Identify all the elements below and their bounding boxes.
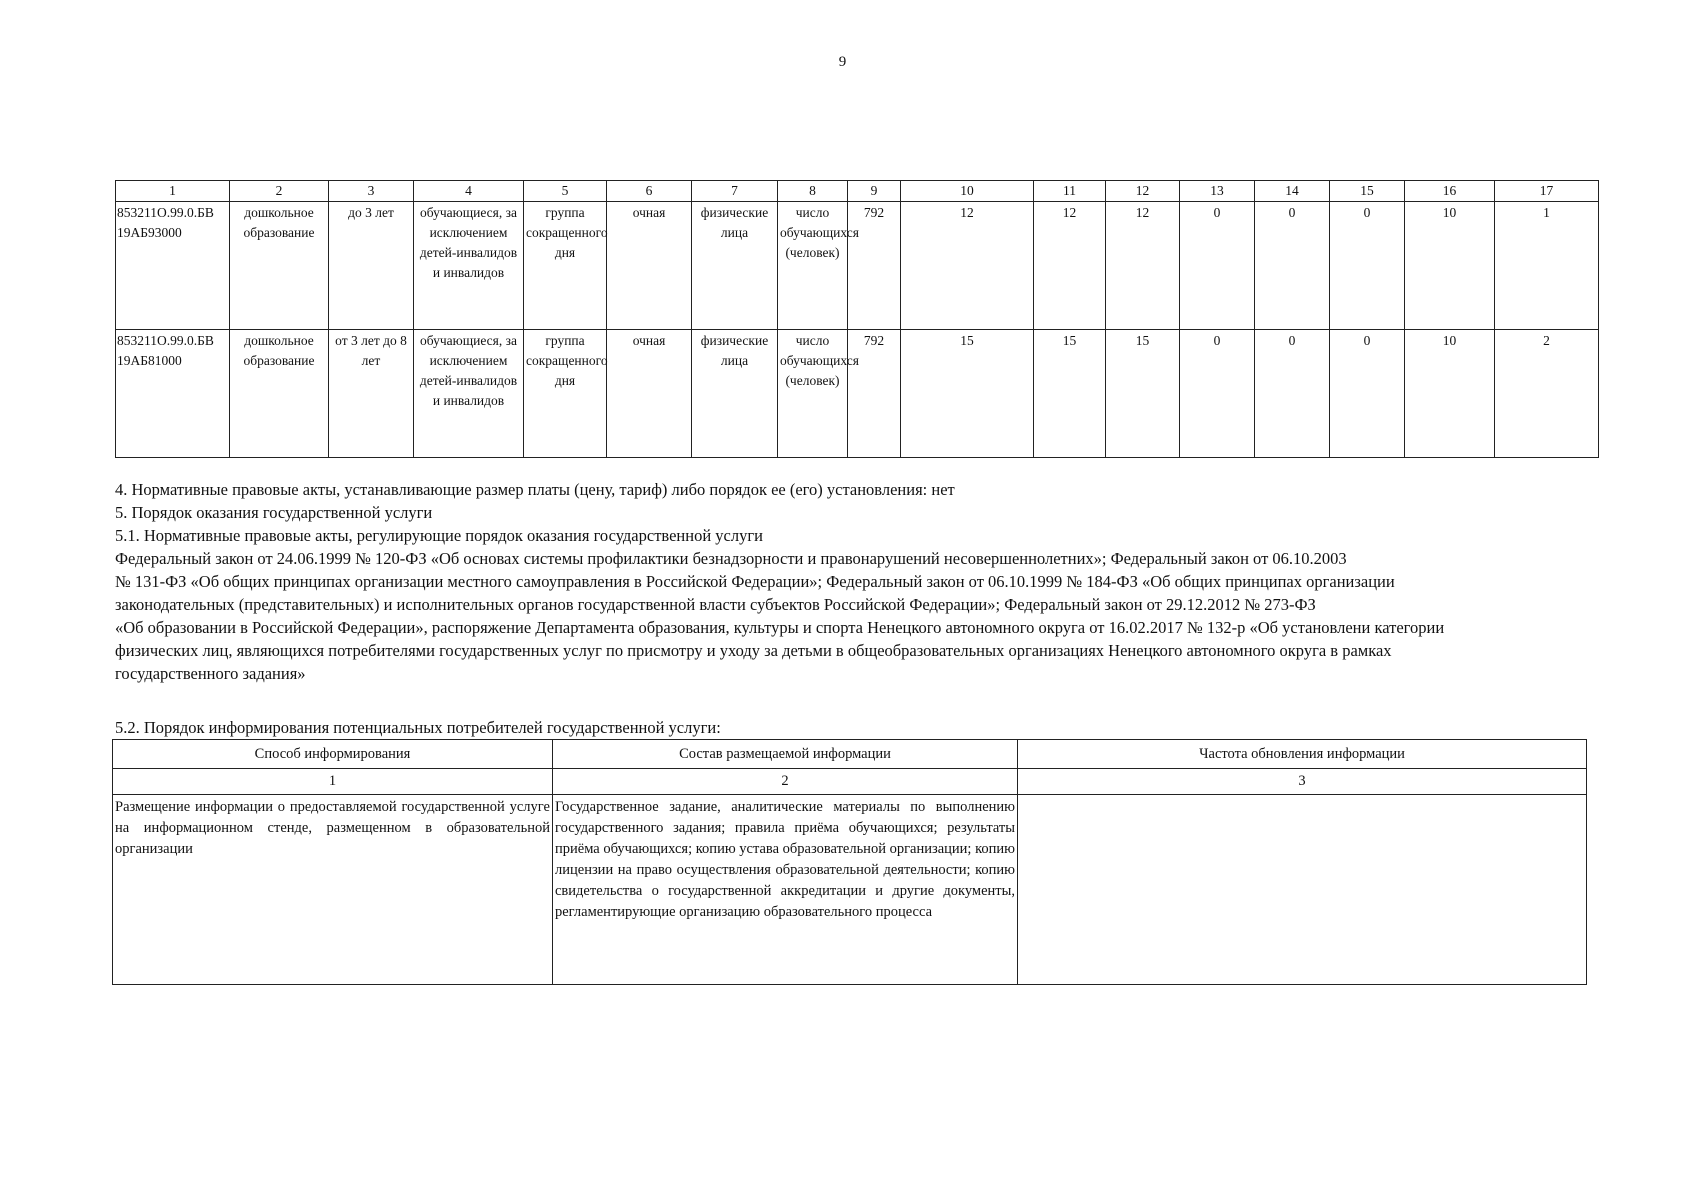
column-number: 2 xyxy=(553,769,1018,795)
header-cell: 17 xyxy=(1495,181,1599,202)
value-cell: 0 xyxy=(1330,202,1405,330)
header-cell: 6 xyxy=(607,181,692,202)
column-number: 3 xyxy=(1018,769,1587,795)
law-line: «Об образовании в Российской Федерации», распоряжение Департамента образования, культуры и спорта Ненецкого автономного округа от 16.02.2017 № 132-р «Об установлени категории xyxy=(115,618,1445,637)
paragraph-4: 4. Нормативные правовые акты, устанавливающие размер платы (цену, тариф) либо порядок ее (его) установления: нет xyxy=(115,480,955,499)
table-header-row xyxy=(113,740,1587,769)
value-cell: 15 xyxy=(1034,330,1106,458)
law-line: Федеральный закон от 24.06.1999 № 120-ФЗ «Об основах системы профилактики безнадзорности и правонарушений несовершеннолетних»; Федеральный закон от 06.10.2003 xyxy=(115,549,1347,568)
header-cell: 13 xyxy=(1180,181,1255,202)
law-line: № 131-ФЗ «Об общих принципах организации местного самоуправления в Российской Федерации»; Федеральный закон от 06.10.1999 № 184-ФЗ «Об общих принципах организации xyxy=(115,572,1395,591)
registry-code: 853211О.99.0.БВ 19АБ93000 xyxy=(116,202,230,330)
okei-code: 792 xyxy=(848,202,901,330)
header-method: Способ информирования xyxy=(113,740,553,769)
law-line: законодательных (представительных) и исполнительных органов государственной власти субъектов Российской Федерации»; Федеральный закон от 29.12.2012 № 273-ФЗ xyxy=(115,595,1316,614)
page-number: 9 xyxy=(838,54,847,70)
body-text xyxy=(115,478,1595,685)
table-row xyxy=(116,330,1599,458)
age-group: от 3 лет до 8 лет xyxy=(329,330,414,458)
header-cell: 7 xyxy=(692,181,778,202)
law-line: физических лиц, являющихся потребителями государственных услуг по присмотру и уходу за детьми в общеобразовательных организациях Ненецкого автономного округа в рамках xyxy=(115,641,1392,660)
value-cell: 10 xyxy=(1405,202,1495,330)
informing-table xyxy=(112,739,1587,985)
value-cell: 12 xyxy=(901,202,1034,330)
informing-method: Размещение информации о предоставляемой государственной услуге на информационном стенде, размещенном в образовательной организации xyxy=(113,795,553,985)
value-cell: 0 xyxy=(1180,330,1255,458)
header-cell: 1 xyxy=(116,181,230,202)
value-cell: 1 xyxy=(1495,202,1599,330)
age-group: до 3 лет xyxy=(329,202,414,330)
value-cell: 15 xyxy=(901,330,1034,458)
value-cell: 0 xyxy=(1330,330,1405,458)
header-cell: 11 xyxy=(1034,181,1106,202)
consumer-category: обучающиеся, за исключением детей-инвалидов и инвалидов xyxy=(414,330,524,458)
header-cell: 2 xyxy=(230,181,329,202)
value-cell: 0 xyxy=(1255,202,1330,330)
update-frequency xyxy=(1018,795,1587,985)
okei-code: 792 xyxy=(848,330,901,458)
value-cell: 15 xyxy=(1106,330,1180,458)
group-type: группа сокращенного дня xyxy=(524,330,607,458)
study-form: очная xyxy=(607,202,692,330)
consumers: физические лица xyxy=(692,330,778,458)
header-cell: 8 xyxy=(778,181,848,202)
paragraph-5-1: 5.1. Нормативные правовые акты, регулирующие порядок оказания государственной услуги xyxy=(115,526,763,545)
value-cell: 0 xyxy=(1180,202,1255,330)
column-number-row xyxy=(113,769,1587,795)
information-content: Государственное задание, аналитические материалы по выполнению государственного задания; правила приёма обучающихся; результаты приёма обучающихся; копию устава образовательной организации; копию лицензии на право осуществления образовательной деятельности; копию свидетельства о государственной аккредитации и другие документы, регламентирующие организацию образовательного процесса xyxy=(553,795,1018,985)
header-cell: 12 xyxy=(1106,181,1180,202)
header-cell: 10 xyxy=(901,181,1034,202)
header-frequency: Частота обновления информации xyxy=(1018,740,1587,769)
header-content: Состав размещаемой информации xyxy=(553,740,1018,769)
header-cell: 15 xyxy=(1330,181,1405,202)
header-cell: 16 xyxy=(1405,181,1495,202)
value-cell: 12 xyxy=(1034,202,1106,330)
indicator-name: число обучающихся (человек) xyxy=(778,330,848,458)
table-header-row xyxy=(116,181,1599,202)
consumer-category: обучающиеся, за исключением детей-инвалидов и инвалидов xyxy=(414,202,524,330)
header-cell: 14 xyxy=(1255,181,1330,202)
header-cell: 9 xyxy=(848,181,901,202)
table-row xyxy=(116,202,1599,330)
group-type: группа сокращенного дня xyxy=(524,202,607,330)
value-cell: 2 xyxy=(1495,330,1599,458)
education-level: дошкольное образование xyxy=(230,330,329,458)
indicators-table xyxy=(115,180,1599,458)
header-cell: 3 xyxy=(329,181,414,202)
study-form: очная xyxy=(607,330,692,458)
consumers: физические лица xyxy=(692,202,778,330)
indicator-name: число обучающихся (человек) xyxy=(778,202,848,330)
value-cell: 0 xyxy=(1255,330,1330,458)
value-cell: 10 xyxy=(1405,330,1495,458)
header-cell: 4 xyxy=(414,181,524,202)
paragraph-5: 5. Порядок оказания государственной услуги xyxy=(115,503,433,522)
law-line: государственного задания» xyxy=(115,664,306,683)
header-cell: 5 xyxy=(524,181,607,202)
education-level: дошкольное образование xyxy=(230,202,329,330)
table-row xyxy=(113,795,1587,985)
registry-code: 853211О.99.0.БВ 19АБ81000 xyxy=(116,330,230,458)
value-cell: 12 xyxy=(1106,202,1180,330)
section-5-2-title: 5.2. Порядок информирования потенциальных потребителей государственной услуги: xyxy=(115,718,721,737)
column-number: 1 xyxy=(113,769,553,795)
